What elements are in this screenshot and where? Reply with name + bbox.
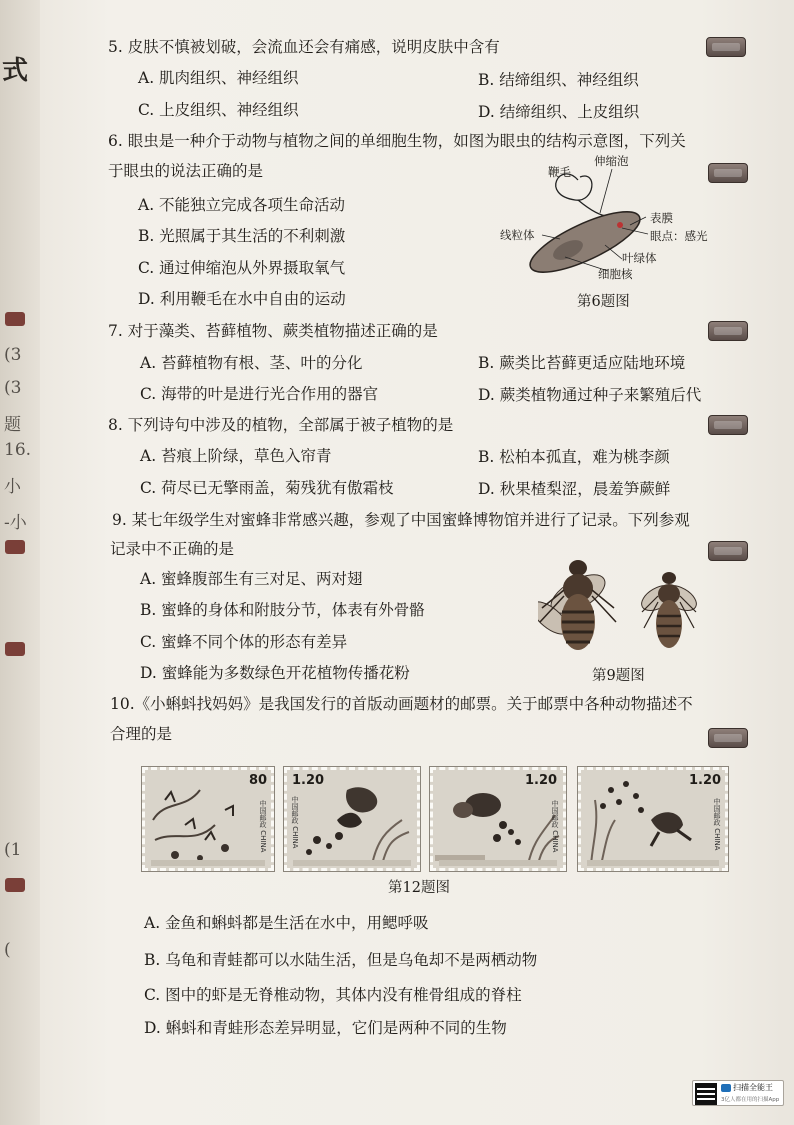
- label-mitochondria: 线粒体: [500, 228, 535, 242]
- q9-option-c: C. 蜜蜂不同个体的形态有差异: [140, 633, 348, 651]
- margin-mark: -小: [4, 513, 27, 533]
- stamp-3: [430, 767, 566, 871]
- q6-option-c: C. 通过伸缩泡从外界摄取氧气: [138, 259, 346, 277]
- stamp-2-caption-strip: [293, 860, 411, 866]
- q6-figure-caption: 第6题图: [577, 294, 630, 310]
- stamp-4-country: 中国邮政 CHINA: [713, 798, 721, 851]
- q6-stem-line2: 于眼虫的说法正确的是: [108, 162, 264, 180]
- q7-option-d: D. 蕨类植物通过种子来繁殖后代: [478, 386, 702, 404]
- watermark-title: 扫描全能王: [733, 1083, 773, 1092]
- q9-stem-line2: 记录中不正确的是: [110, 540, 235, 558]
- stamp-1-caption-strip: [151, 860, 265, 866]
- bee-left: [538, 560, 616, 650]
- bee-illustration: [538, 560, 708, 665]
- margin-mark-box: [5, 312, 25, 326]
- q8-answer-box[interactable]: [708, 415, 748, 435]
- q8-stem: 8. 下列诗句中涉及的植物，全部属于被子植物的是: [108, 416, 454, 434]
- label-chloroplast: 叶绿体: [622, 251, 657, 265]
- q8-option-b: B. 松柏本孤直，难为桃李颜: [478, 448, 670, 466]
- bee-right: [637, 572, 700, 648]
- q10-figure-caption: 第12题图: [388, 880, 450, 896]
- q6-option-b: B. 光照属于其生活的不利刺激: [138, 227, 346, 245]
- stamp-3-caption-strip: [439, 860, 557, 866]
- margin-mark: (1: [4, 840, 22, 860]
- stamp-3-country: 中国邮政 CHINA: [551, 800, 559, 853]
- eyespot-shape: [617, 222, 623, 228]
- watermark-subtitle: 3亿人都在用的扫描App: [721, 1097, 780, 1103]
- stamp-2: [284, 767, 420, 871]
- margin-mark: (: [4, 940, 11, 960]
- q7-option-a: A. 苔藓植物有根、茎、叶的分化: [140, 354, 363, 372]
- stamp-1-country: 中国邮政 CHINA: [259, 800, 267, 853]
- q9-answer-box[interactable]: [708, 541, 748, 561]
- q10-option-c: C. 图中的虾是无脊椎动物，其体内没有椎骨组成的脊柱: [144, 986, 522, 1004]
- q5-option-d: D. 结缔组织、上皮组织: [478, 103, 640, 121]
- q5-option-c: C. 上皮组织、神经组织: [138, 101, 299, 119]
- q5-option-a: A. 肌肉组织、神经组织: [138, 69, 299, 87]
- margin-char: 式: [2, 56, 29, 86]
- q10-option-d: D. 蝌蚪和青蛙形态差异明显，它们是两种不同的生物: [144, 1019, 507, 1037]
- q5-answer-box[interactable]: [706, 37, 746, 57]
- margin-mark: (3: [4, 345, 22, 365]
- q10-answer-box[interactable]: [708, 728, 748, 748]
- q7-stem: 7. 对于藻类、苔藓植物、蕨类植物描述正确的是: [108, 322, 438, 340]
- stamp-4: [578, 767, 728, 871]
- q5-option-b: B. 结缔组织、神经组织: [478, 71, 639, 89]
- q8-option-c: C. 荷尽已无擎雨盖，菊残犹有傲霜枝: [140, 479, 394, 497]
- camscanner-logo-icon: [721, 1084, 731, 1092]
- q9-option-d: D. 蜜蜂能为多数绿色开花植物传播花粉: [140, 664, 410, 682]
- stamp-2-country: 中国邮政 CHINA: [291, 796, 299, 849]
- scanner-watermark: [692, 1080, 784, 1106]
- q5-stem: 5. 皮肤不慎被划破，会流血还会有痛感，说明皮肤中含有: [108, 38, 500, 56]
- left-binding-margin: [0, 0, 40, 1125]
- q10-option-b: B. 乌龟和青蛙都可以水陆生活，但是乌龟却不是两栖动物: [144, 951, 538, 969]
- margin-mark-box: [5, 642, 25, 656]
- label-eyespot: 眼点：感光: [650, 229, 708, 243]
- q10-stem-line2: 合理的是: [110, 725, 173, 743]
- q7-option-b: B. 蕨类比苔藓更适应陆地环境: [478, 354, 686, 372]
- stamp-1-price: 80: [249, 773, 268, 788]
- q6-option-d: D. 利用鞭毛在水中自由的运动: [138, 290, 346, 308]
- qr-code-icon: [695, 1083, 717, 1105]
- q8-option-a: A. 苔痕上阶绿，草色入帘青: [140, 447, 332, 465]
- margin-mark: 小: [4, 477, 21, 497]
- label-contractile-vacuole: 伸缩泡: [594, 154, 629, 168]
- stamp-4-caption-strip: [587, 860, 719, 866]
- margin-mark: 题: [4, 415, 21, 435]
- label-nucleus: 细胞核: [598, 267, 633, 281]
- margin-mark-box: [5, 878, 25, 892]
- stamp-2-price: 1.20: [292, 773, 325, 788]
- q6-stem-line1: 6. 眼虫是一种介于动物与植物之间的单细胞生物，如图为眼虫的结构示意图，下列关: [108, 132, 686, 150]
- margin-mark: (3: [4, 378, 22, 398]
- q8-option-d: D. 秋果楂梨涩，晨羞笋蕨鲜: [478, 480, 671, 498]
- label-membrane: 表膜: [650, 211, 673, 225]
- stamp-4-price: 1.20: [689, 773, 722, 788]
- q9-option-b: B. 蜜蜂的身体和附肢分节，体表有外骨骼: [140, 601, 425, 619]
- stamp-1: [142, 767, 274, 871]
- q9-option-a: A. 蜜蜂腹部生有三对足、两对翅: [140, 570, 363, 588]
- label-flagellum: 鞭毛: [548, 165, 571, 179]
- q10-stem-line1: 10.《小蝌蚪找妈妈》是我国发行的首版动画题材的邮票。关于邮票中各种动物描述不: [110, 695, 693, 713]
- margin-mark-box: [5, 540, 25, 554]
- q7-answer-box[interactable]: [708, 321, 748, 341]
- q6-option-a: A. 不能独立完成各项生命活动: [138, 196, 346, 214]
- q7-option-c: C. 海带的叶是进行光合作用的器官: [140, 385, 379, 403]
- stamp-3-price: 1.20: [525, 773, 558, 788]
- q10-option-a: A. 金鱼和蝌蚪都是生活在水中，用鳃呼吸: [144, 914, 429, 932]
- margin-mark: 16.: [4, 440, 32, 460]
- q9-figure-caption: 第9题图: [592, 668, 645, 684]
- q9-stem-line1: 9. 某七年级学生对蜜蜂非常感兴趣，参观了中国蜜蜂博物馆并进行了记录。下列参观: [112, 511, 690, 529]
